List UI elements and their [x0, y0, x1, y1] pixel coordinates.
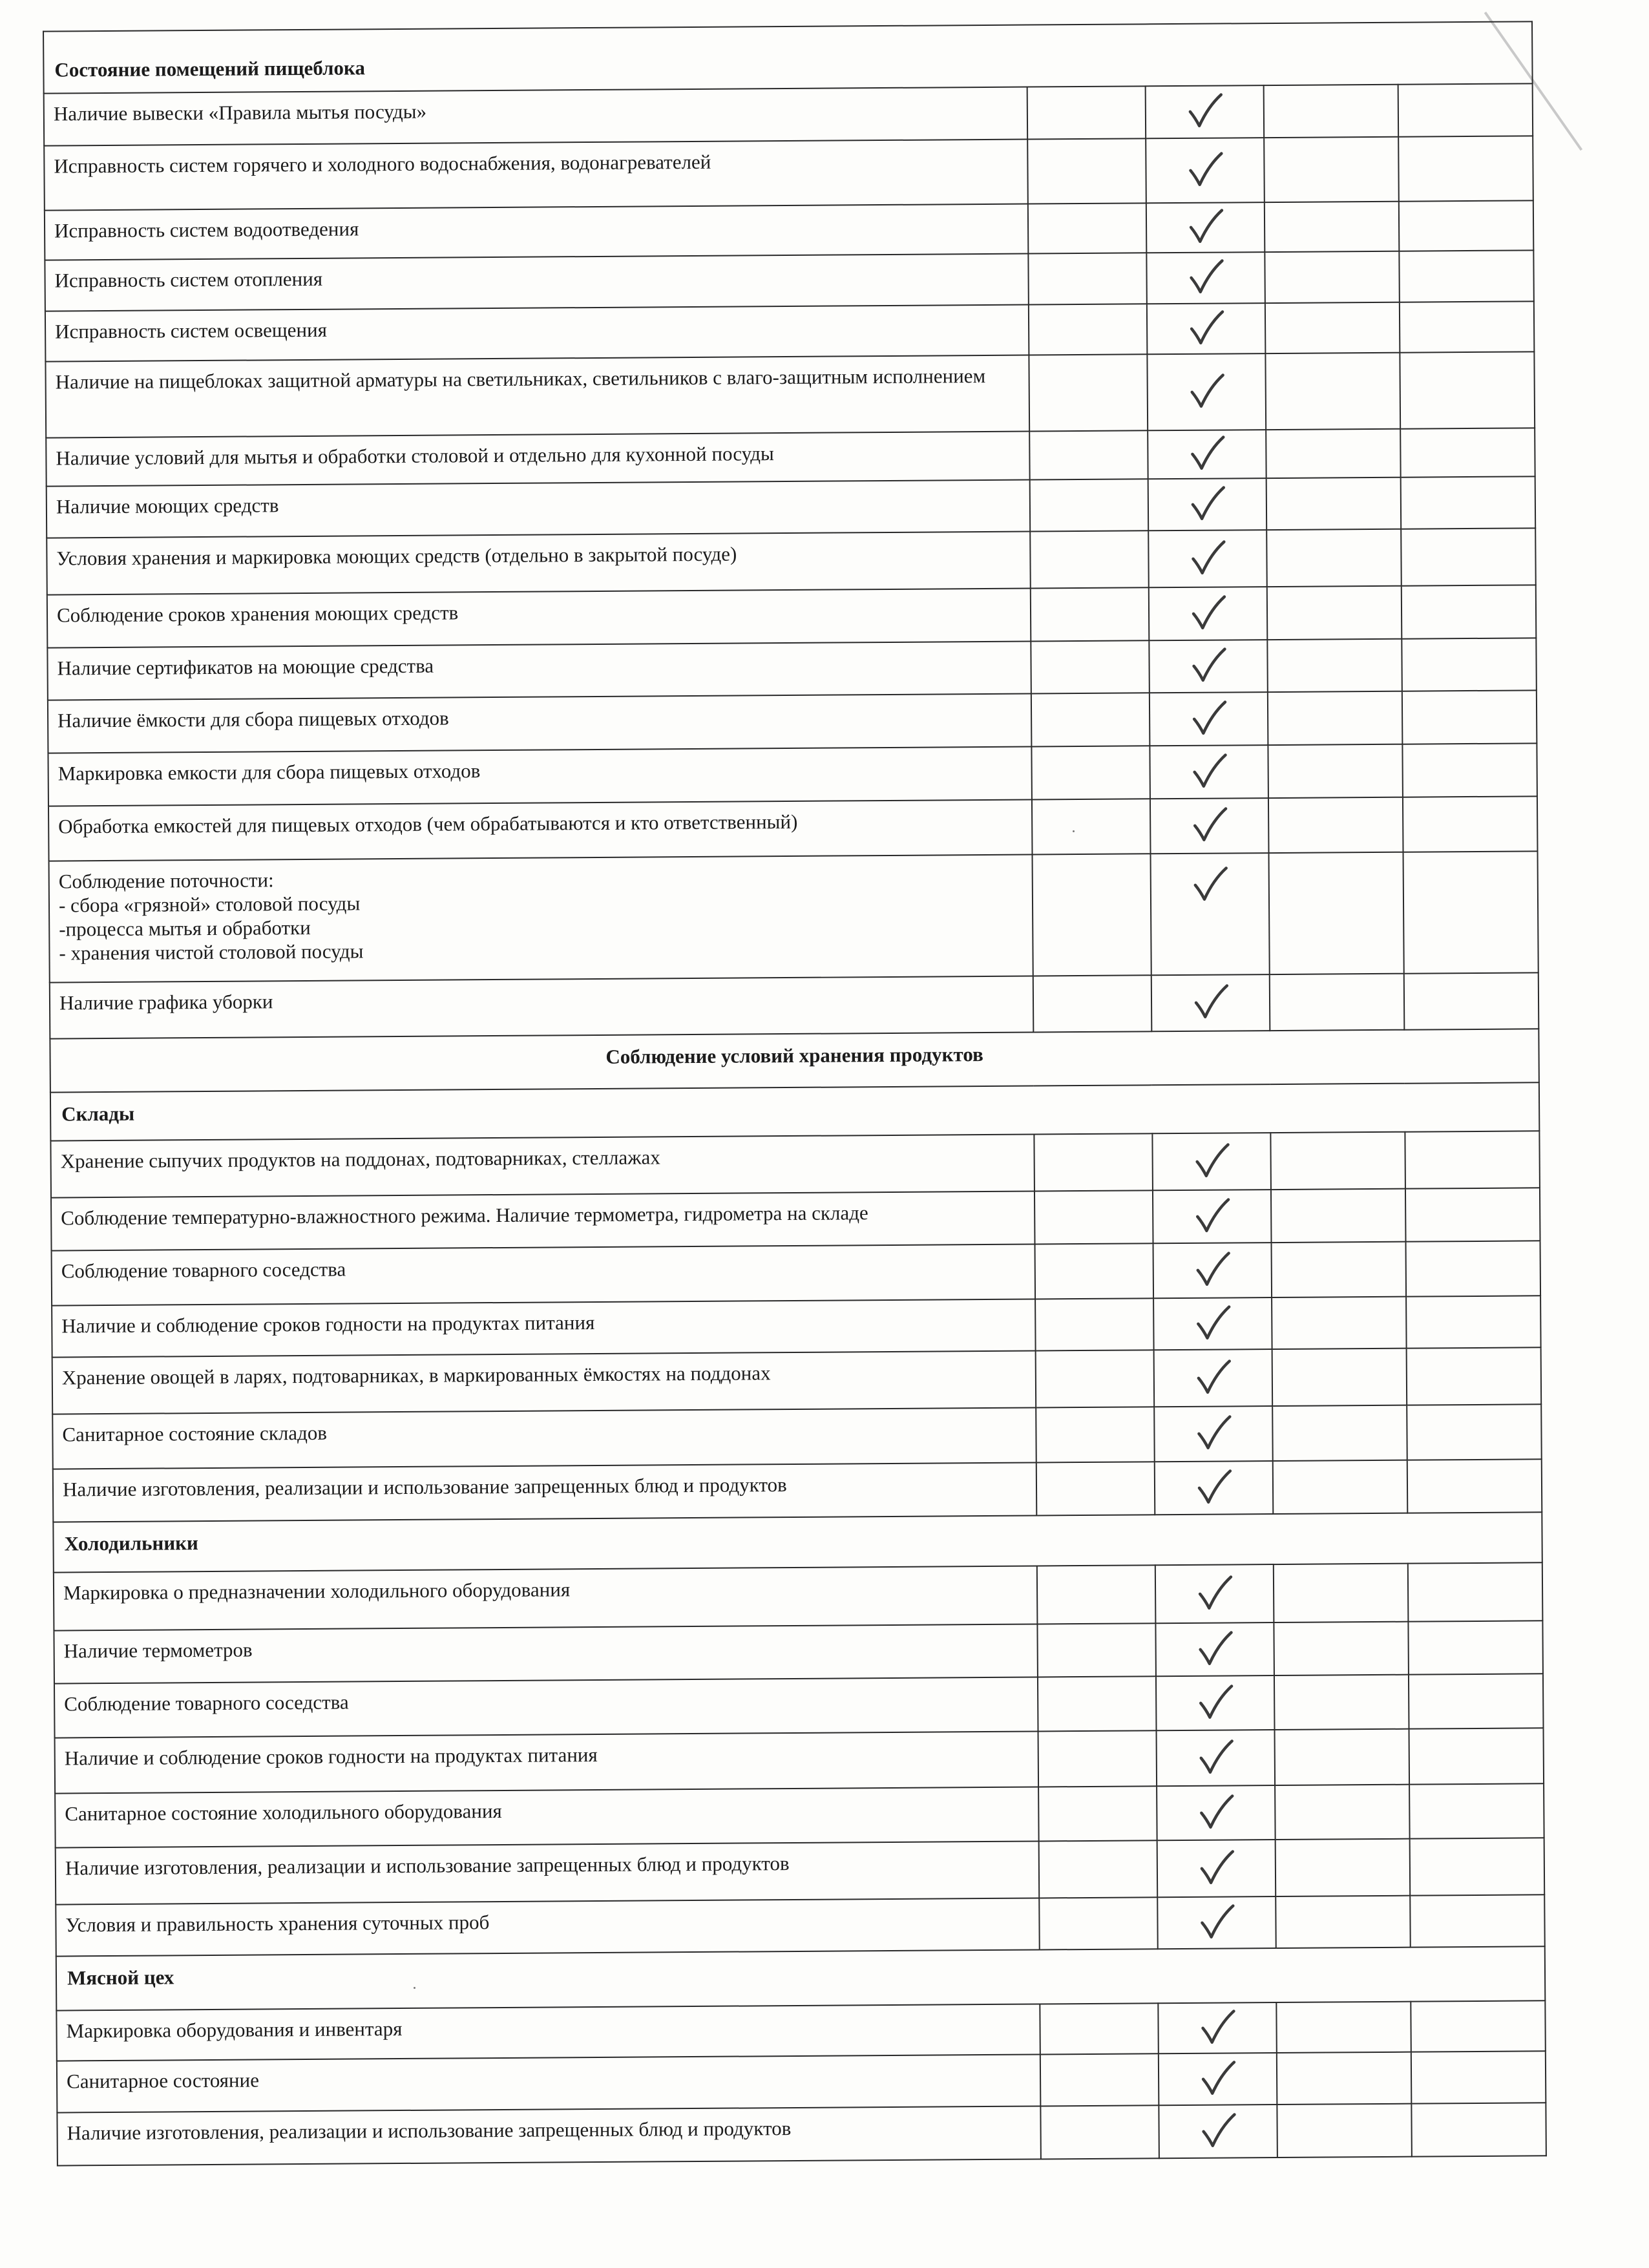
empty-cell: [1027, 138, 1146, 204]
table-row: [44, 83, 1533, 145]
empty-cell: [1038, 1786, 1157, 1841]
table-row: [45, 352, 1535, 437]
empty-cell: [1032, 799, 1151, 854]
empty-cell: [1272, 1405, 1407, 1461]
empty-cell: [1033, 975, 1152, 1032]
empty-cell: [1403, 851, 1539, 973]
empty-cell: [1028, 253, 1147, 304]
empty-cell: [1277, 2104, 1412, 2158]
empty-cell: [1410, 1895, 1545, 1947]
table-row: [47, 528, 1536, 594]
row-text: Наличие условий для мытья и обработки столовой и отдельно для кухонной посуды: [46, 432, 1029, 487]
check-cell: [1146, 138, 1265, 203]
empty-cell: [1270, 1132, 1405, 1190]
empty-cell: [1405, 1131, 1540, 1188]
empty-cell: [1265, 353, 1400, 430]
empty-cell: [1030, 479, 1149, 531]
table-row: [47, 476, 1535, 538]
empty-cell: [1029, 304, 1148, 355]
empty-cell: [1029, 354, 1148, 431]
empty-cell: [1403, 796, 1538, 852]
empty-cell: [1030, 530, 1149, 588]
empty-cell: [1272, 1349, 1407, 1406]
empty-cell: [1035, 1298, 1154, 1350]
table-row: [54, 1621, 1543, 1683]
table-row: [49, 851, 1539, 982]
row-line: -процесса мытья и обработки: [59, 916, 311, 941]
empty-cell: [1265, 302, 1400, 353]
handwritten-check-icon: [1197, 2110, 1239, 2149]
row-line: Соблюдение поточности:: [58, 868, 274, 893]
empty-cell: [1402, 743, 1537, 797]
row-text: Наличие вывески «Правила мытья посуды»: [44, 87, 1028, 146]
handwritten-check-icon: [1194, 1737, 1237, 1776]
empty-cell: [1399, 200, 1534, 251]
empty-cell: [1270, 974, 1405, 1031]
table-row: [52, 1241, 1541, 1305]
empty-cell: [1402, 585, 1537, 638]
empty-cell: [1271, 1189, 1406, 1243]
empty-cell: [1409, 1783, 1544, 1838]
row-text: Наличие изготовления, реализации и использование запрещенных блюд и продуктов: [57, 2106, 1041, 2165]
handwritten-check-icon: [1183, 90, 1226, 129]
empty-cell: [1398, 83, 1533, 136]
handwritten-check-icon: [1184, 149, 1226, 188]
row-text: Санитарное состояние холодильного оборудования: [55, 1787, 1039, 1847]
empty-cell: [1027, 86, 1146, 139]
empty-cell: [1266, 529, 1402, 587]
handwritten-check-icon: [1186, 593, 1229, 631]
empty-cell: [1267, 586, 1402, 640]
check-cell: [1154, 1349, 1273, 1407]
check-cell: [1155, 1564, 1274, 1623]
check-cell: [1157, 1896, 1276, 1949]
empty-cell: [1039, 1840, 1158, 1898]
row-text: Наличие на пищеблоках защитной арматуры на светильниках, светильников с влаго-защитным исполнением: [45, 355, 1029, 438]
check-cell: [1149, 587, 1268, 640]
handwritten-check-icon: [1195, 1847, 1237, 1886]
section-title: Соблюдение условий хранения продуктов: [50, 1029, 1539, 1092]
row-text: Наличие изготовления, реализации и использование запрещенных блюд и продуктов: [53, 1462, 1037, 1522]
handwritten-check-icon: [1192, 1357, 1234, 1396]
table-row: [50, 1131, 1540, 1197]
table-row: [47, 638, 1537, 700]
section-row: [56, 1946, 1546, 2010]
handwritten-check-icon: [1185, 371, 1228, 410]
table-row: [56, 1838, 1545, 1904]
row-text: Условия и правильность хранения суточных проб: [56, 1898, 1039, 1956]
row-text: Исправность систем освещения: [45, 305, 1029, 362]
empty-cell: [1033, 854, 1151, 976]
table-row: [55, 1728, 1544, 1793]
table-row: [51, 1188, 1540, 1250]
empty-cell: [1411, 2103, 1546, 2156]
section-row: [53, 1512, 1542, 1572]
row-text-multiline: [49, 855, 1033, 983]
table-row: [57, 2103, 1546, 2165]
row-text: Исправность систем отопления: [45, 254, 1028, 311]
row-text: Хранение овощей в ларях, подтоварниках, в маркированных ёмкостях на поддонах: [52, 1350, 1036, 1414]
row-text: Маркировка емкости для сбора пищевых отходов: [48, 747, 1032, 806]
handwritten-check-icon: [1190, 1140, 1233, 1179]
table-row: [52, 1296, 1540, 1357]
empty-cell: [1400, 301, 1535, 352]
empty-cell: [1035, 1243, 1154, 1299]
row-text: Исправность систем водоотведения: [45, 204, 1028, 260]
handwritten-check-icon: [1187, 645, 1230, 684]
empty-cell: [1031, 640, 1150, 693]
empty-cell: [1401, 476, 1536, 529]
check-cell: [1148, 478, 1267, 530]
table-row: [53, 1459, 1542, 1522]
row-text: Соблюдение температурно-влажностного режима. Наличие термометра, гидрометра на складе: [51, 1191, 1035, 1250]
handwritten-check-icon: [1186, 483, 1228, 522]
table-row: [50, 972, 1539, 1038]
empty-cell: [1275, 1729, 1410, 1785]
check-cell: [1146, 85, 1265, 138]
check-cell: [1148, 530, 1267, 587]
check-cell: [1150, 798, 1269, 854]
section-row: [43, 21, 1533, 93]
empty-cell: [1031, 746, 1150, 799]
check-cell: [1157, 1785, 1276, 1840]
check-cell: [1155, 1622, 1274, 1676]
handwritten-check-icon: [1187, 698, 1230, 737]
empty-cell: [1276, 2002, 1411, 2053]
empty-cell: [1404, 972, 1539, 1029]
empty-cell: [1407, 1459, 1542, 1513]
checklist-sheet: [43, 21, 1546, 2151]
check-cell: [1146, 202, 1265, 253]
handwritten-check-icon: [1191, 1249, 1234, 1288]
row-text: Соблюдение товарного соседства: [54, 1677, 1038, 1738]
empty-cell: [1038, 1676, 1157, 1731]
empty-cell: [1402, 638, 1537, 691]
row-text: Санитарное состояние складов: [52, 1407, 1036, 1469]
empty-cell: [1031, 693, 1150, 746]
row-text: Исправность систем горячего и холодного водоснабжения, водонагревателей: [44, 140, 1028, 211]
empty-cell: [1409, 1728, 1544, 1784]
empty-cell: [1037, 1623, 1156, 1677]
empty-cell: [1039, 1897, 1158, 1949]
row-text: Условия хранения и маркировка моющих средств (отдельно в закрытой посуде): [47, 532, 1031, 595]
handwritten-check-icon: [1188, 804, 1231, 843]
empty-cell: [1399, 250, 1534, 302]
empty-cell: [1265, 251, 1400, 303]
check-cell: [1150, 692, 1268, 746]
row-text: Наличие сертификатов на моющие средства: [47, 642, 1031, 700]
table-row: [48, 690, 1537, 753]
check-cell: [1151, 853, 1270, 975]
handwritten-check-icon: [1192, 1467, 1235, 1506]
row-text: Хранение сыпучих продуктов на поддонах, подтоварниках, стеллажах: [50, 1135, 1035, 1198]
check-cell: [1158, 2002, 1277, 2053]
empty-cell: [1402, 690, 1537, 744]
check-cell: [1150, 745, 1268, 799]
empty-cell: [1036, 1407, 1155, 1462]
empty-cell: [1405, 1188, 1540, 1241]
empty-cell: [1266, 478, 1402, 530]
empty-cell: [1277, 2052, 1412, 2105]
empty-cell: [1031, 587, 1150, 641]
check-cell: [1149, 640, 1268, 693]
handwritten-check-icon: [1194, 1682, 1237, 1721]
handwritten-check-icon: [1186, 538, 1229, 576]
handwritten-check-icon: [1189, 982, 1232, 1020]
table-row: [47, 585, 1537, 647]
empty-cell: [1411, 2051, 1546, 2103]
handwritten-check-icon: [1193, 1573, 1235, 1612]
empty-cell: [1265, 202, 1400, 252]
handwritten-check-icon: [1195, 1792, 1237, 1831]
table-row: [56, 1895, 1544, 1956]
empty-cell: [1409, 1674, 1544, 1728]
empty-cell: [1401, 528, 1536, 585]
check-cell: [1153, 1297, 1272, 1350]
empty-cell: [1037, 1565, 1156, 1624]
empty-cell: [1400, 352, 1535, 428]
check-cell: [1155, 1461, 1274, 1515]
table-row: [45, 301, 1534, 361]
check-cell: [1151, 974, 1270, 1031]
empty-cell: [1407, 1404, 1542, 1460]
check-cell: [1147, 353, 1266, 430]
check-cell: [1156, 1675, 1275, 1730]
check-cell: [1148, 430, 1266, 479]
check-cell: [1152, 1133, 1271, 1190]
check-cell: [1159, 2053, 1277, 2105]
empty-cell: [1264, 137, 1399, 202]
empty-cell: [1276, 1839, 1411, 1896]
row-text: Наличие изготовления, реализации и использование запрещенных блюд и продуктов: [56, 1841, 1040, 1904]
table-row: [54, 1562, 1543, 1630]
row-text: Маркировка оборудования и инвентаря: [56, 2004, 1040, 2061]
row-text: Соблюдение сроков хранения моющих средств: [47, 589, 1031, 648]
table-row: [54, 1674, 1544, 1738]
section-title: Состояние помещений пищеблока: [43, 21, 1533, 93]
empty-cell: [1269, 852, 1404, 974]
empty-cell: [1036, 1462, 1155, 1515]
handwritten-check-icon: [1191, 1195, 1234, 1234]
section-title: Мясной цех: [56, 1946, 1546, 2010]
handwritten-check-icon: [1195, 1902, 1238, 1940]
empty-cell: [1276, 1896, 1411, 1948]
empty-cell: [1268, 744, 1403, 798]
empty-cell: [1038, 1730, 1157, 1787]
empty-cell: [1272, 1297, 1407, 1349]
empty-cell: [1406, 1296, 1541, 1348]
empty-cell: [1274, 1675, 1409, 1730]
empty-cell: [1275, 1785, 1410, 1840]
inspection-checklist-table: [43, 21, 1547, 2166]
empty-cell: [1411, 2000, 1546, 2052]
empty-cell: [1272, 1242, 1407, 1297]
empty-cell: [1034, 1133, 1153, 1191]
table-row: [45, 250, 1533, 311]
handwritten-check-icon: [1196, 2007, 1239, 2046]
table-row: [48, 743, 1537, 806]
handwritten-check-icon: [1196, 2058, 1239, 2097]
check-cell: [1159, 2105, 1277, 2158]
row-text: Соблюдение товарного соседства: [52, 1244, 1036, 1305]
handwritten-check-icon: [1192, 1412, 1235, 1451]
empty-cell: [1398, 136, 1533, 201]
row-text: Наличие графика уборки: [50, 976, 1034, 1039]
check-cell: [1147, 303, 1266, 354]
handwritten-check-icon: [1184, 308, 1227, 346]
table-row: [57, 2051, 1546, 2112]
empty-cell: [1040, 2003, 1159, 2054]
empty-cell: [1264, 85, 1399, 138]
row-text: Наличие термометров: [54, 1624, 1038, 1683]
handwritten-check-icon: [1192, 1303, 1234, 1341]
empty-cell: [1266, 429, 1400, 478]
empty-cell: [1400, 428, 1535, 477]
handwritten-check-icon: [1188, 751, 1230, 790]
section-row: [50, 1029, 1539, 1092]
empty-cell: [1040, 2105, 1159, 2159]
check-cell: [1157, 1840, 1276, 1897]
empty-cell: [1268, 797, 1403, 853]
handwritten-check-icon: [1188, 864, 1231, 903]
row-text: Наличие и соблюдение сроков годности на продуктах питания: [55, 1731, 1039, 1793]
check-cell: [1146, 252, 1265, 304]
empty-cell: [1035, 1190, 1153, 1244]
handwritten-check-icon: [1193, 1628, 1236, 1667]
handwritten-check-icon: [1186, 433, 1228, 472]
handwritten-check-icon: [1184, 257, 1227, 295]
empty-cell: [1408, 1562, 1543, 1621]
check-cell: [1153, 1190, 1272, 1243]
empty-cell: [1267, 639, 1402, 692]
empty-cell: [1406, 1241, 1541, 1296]
empty-cell: [1040, 2053, 1159, 2106]
empty-cell: [1029, 430, 1148, 479]
check-cell: [1154, 1406, 1273, 1462]
row-line: - сбора «грязной» столовой посуды: [58, 892, 361, 917]
row-text: Наличие и соблюдение сроков годности на продуктах питания: [52, 1299, 1035, 1357]
table-row: [55, 1783, 1544, 1847]
check-cell: [1157, 1730, 1276, 1786]
row-text: Маркировка о предназначении холодильного оборудования: [54, 1566, 1038, 1630]
table-row: [52, 1347, 1542, 1414]
empty-cell: [1274, 1564, 1409, 1622]
table-row: [44, 136, 1533, 210]
table-row: [56, 2000, 1545, 2061]
empty-cell: [1408, 1621, 1543, 1674]
empty-cell: [1274, 1622, 1409, 1675]
row-line: - хранения чистой столовой посуды: [59, 940, 364, 965]
check-cell: [1153, 1243, 1272, 1298]
table-row: [52, 1404, 1542, 1469]
section-title: Холодильники: [53, 1512, 1542, 1572]
handwritten-check-icon: [1184, 206, 1226, 245]
empty-cell: [1407, 1347, 1542, 1405]
section-title: Склады: [50, 1082, 1539, 1140]
row-text: Санитарное состояние: [57, 2054, 1040, 2112]
empty-cell: [1410, 1838, 1545, 1895]
empty-cell: [1268, 691, 1403, 745]
table-row: [48, 796, 1538, 861]
row-text: Наличие ёмкости для сбора пищевых отходов: [48, 694, 1032, 753]
empty-cell: [1028, 203, 1147, 253]
row-text: Обработка емкостей для пищевых отходов (чем обрабатываются и кто ответственный): [48, 800, 1033, 861]
empty-cell: [1273, 1460, 1408, 1514]
row-text: Наличие моющих средств: [47, 480, 1030, 538]
empty-cell: [1036, 1350, 1155, 1407]
